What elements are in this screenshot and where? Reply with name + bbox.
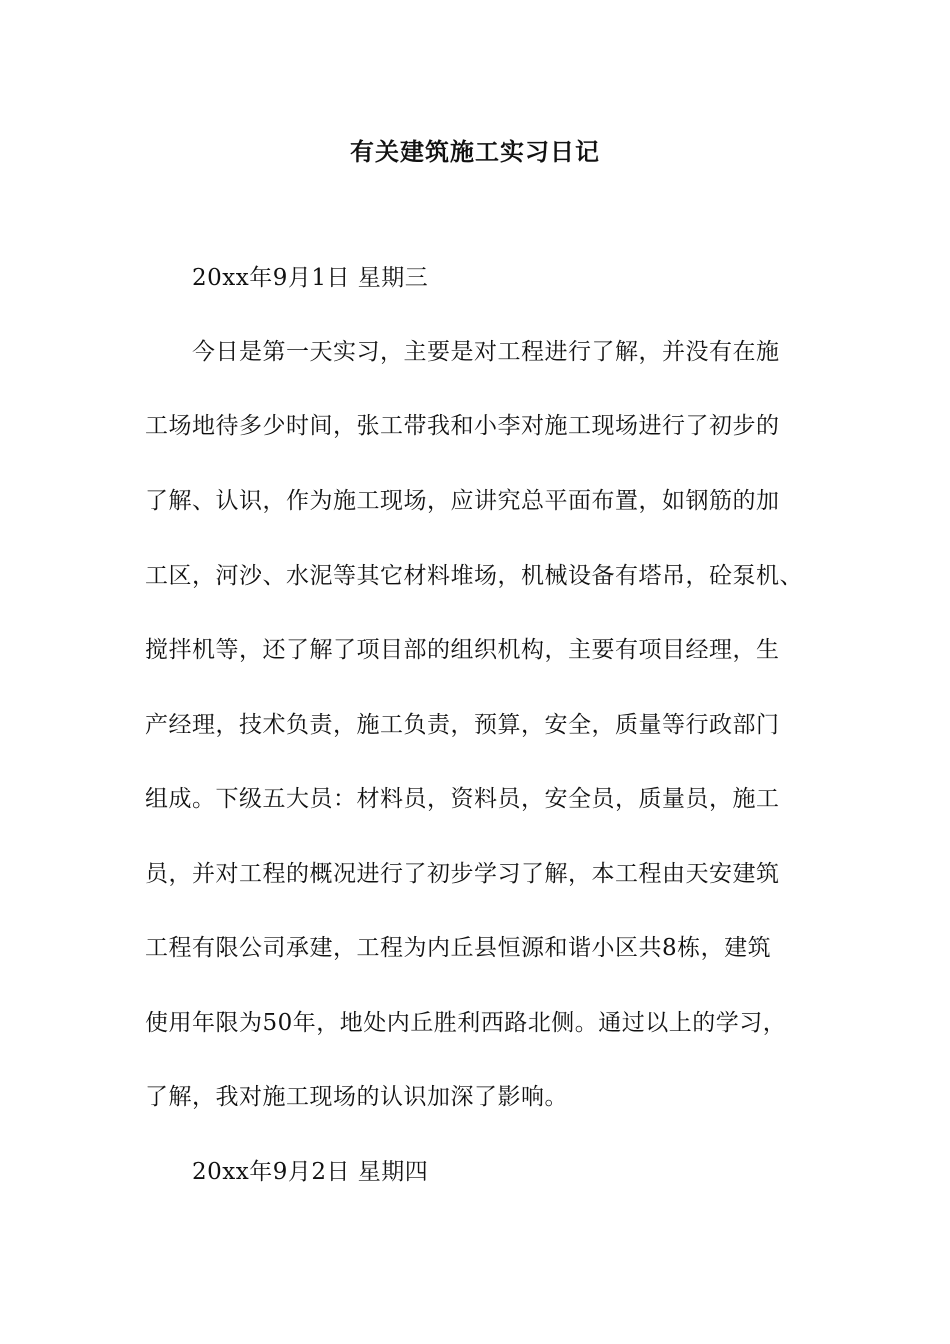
paragraph-line: 工程有限公司承建，工程为内丘县恒源和谐小区共8栋，建筑	[145, 935, 772, 961]
paragraph-line: 工场地待多少时间，张工带我和小李对施工现场进行了初步的	[145, 413, 780, 439]
paragraph-line: 今日是第一天实习，主要是对工程进行了解，并没有在施	[192, 339, 780, 365]
paragraph-line: 产经理，技术负责，施工负责，预算，安全，质量等行政部门	[145, 712, 780, 738]
paragraph-line: 了解、认识，作为施工现场，应讲究总平面布置，如钢筋的加	[145, 488, 780, 514]
paragraph-line: 使用年限为50年，地处内丘胜利西路北侧。通过以上的学习，	[145, 1010, 787, 1036]
entry-date-2: 20xx年9月2日 星期四	[192, 1159, 429, 1185]
paragraph-line: 了解，我对施工现场的认识加深了影响。	[145, 1084, 568, 1110]
paragraph-line: 组成。下级五大员：材料员，资料员，安全员，质量员，施工	[145, 786, 780, 812]
document-title: 有关建筑施工实习日记	[350, 137, 600, 166]
paragraph-line: 员，并对工程的概况进行了初步学习了解，本工程由天安建筑	[145, 861, 780, 887]
paragraph-line: 搅拌机等，还了解了项目部的组织机构，主要有项目经理，生	[145, 637, 780, 663]
entry-date-1: 20xx年9月1日 星期三	[192, 265, 429, 291]
paragraph-line: 工区，河沙、水泥等其它材料堆场，机械设备有塔吊，砼泵机、	[145, 563, 803, 589]
